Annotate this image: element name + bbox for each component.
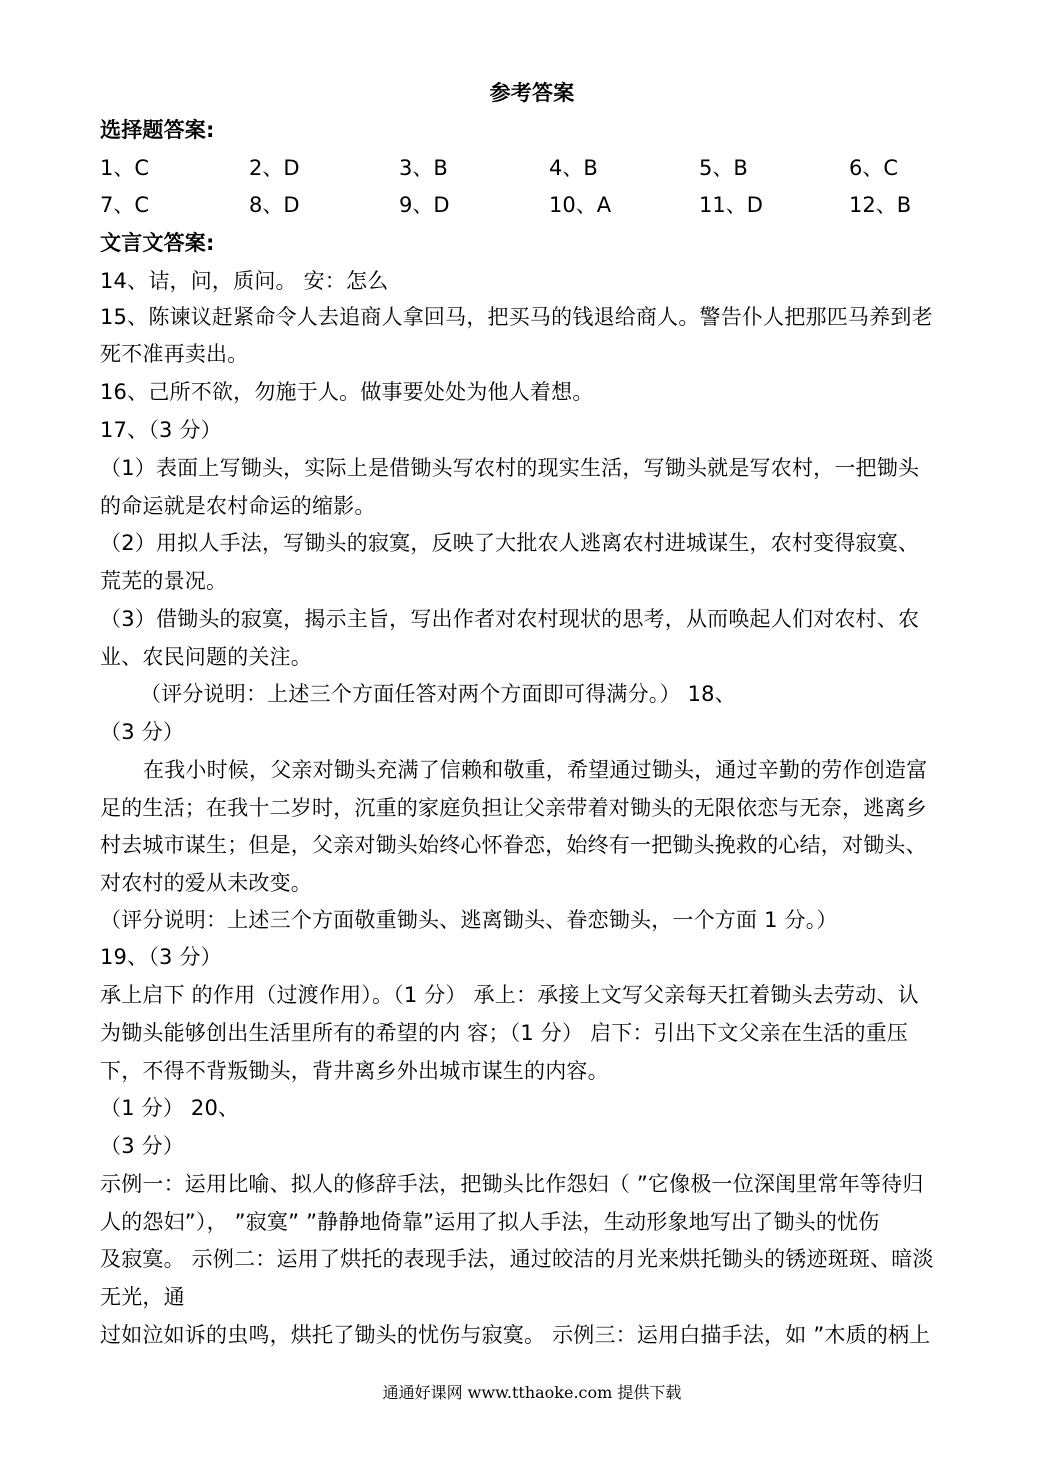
answer-line: （1 分） 20、 <box>100 1096 240 1120</box>
choice-answer: 1、C <box>100 156 150 180</box>
choice-answer: 12、B <box>849 193 912 217</box>
answer-line: 对农村的爱从未改变。 <box>100 871 312 895</box>
choice-answer: 4、B <box>549 156 598 180</box>
answer-line: 为锄头能够创出生活里所有的希望的内 容；（1 分） 启下：引出下文父亲在生活的重压 <box>100 1021 909 1045</box>
choice-heading: 选择题答案: <box>100 118 215 142</box>
page-title: 参考答案 <box>489 81 575 105</box>
answer-line: 过如泣如诉的虫鸣，烘托了锄头的忧伤与寂寞。 示例三：运用白描手法，如 ”木质的柄上 <box>100 1323 931 1347</box>
choice-answer: 7、C <box>100 193 150 217</box>
answer-line: 无光，通 <box>100 1285 185 1309</box>
answer-line: 示例一：运用比喻、拟人的修辞手法，把锄头比作怨妇（ ”它像极一位深闺里常年等待归 <box>100 1172 924 1196</box>
answer-line: 在我小时候，父亲对锄头充满了信赖和敬重，希望通过锄头，通过辛勤的劳作创造富 <box>143 758 928 782</box>
answer-line: 村去城市谋生；但是，父亲对锄头始终心怀眷恋，始终有一把锄头挽救的心结，对锄头、 <box>100 833 927 857</box>
choice-answer: 5、B <box>699 156 748 180</box>
choice-answer: 10、A <box>549 193 612 217</box>
choice-answer: 6、C <box>849 156 899 180</box>
answer-line: 15、陈谏议赶紧命令人去追商人拿回马，把买马的钱退给商人。警告仆人把那匹马养到老 <box>100 305 933 329</box>
choice-answer: 11、D <box>699 193 763 217</box>
choice-answer: 2、D <box>249 156 300 180</box>
answer-line: 承上启下 的作用（过渡作用）。（1 分） 承上：承接上文写父亲每天扛着锄头去劳动、认 <box>100 983 919 1007</box>
choice-answer: 8、D <box>249 193 300 217</box>
answer-line: （3 分） <box>100 720 185 744</box>
answer-line: 死不准再卖出。 <box>100 342 249 366</box>
classical-heading: 文言文答案: <box>100 231 215 255</box>
answer-line: 16、己所不欲，勿施于人。做事要处处为他人着想。 <box>100 380 594 404</box>
answer-line: 业、农民问题的关注。 <box>100 645 312 669</box>
answer-line: （1）表面上写锄头，实际上是借锄头写农村的现实生活，写锄头就是写农村，一把锄头 <box>100 456 920 480</box>
answer-line: 荒芜的景况。 <box>100 569 228 593</box>
answer-line: 足的生活；在我十二岁时，沉重的家庭负担让父亲带着对锄头的无限依恋与无奈，逃离乡 <box>100 796 927 820</box>
answer-line: 14、诘，问，质问。 安：怎么 <box>100 269 389 293</box>
answer-line: 下，不得不背叛锄头，背井离乡外出城市谋生的内容。 <box>100 1059 609 1083</box>
answer-line: （3）借锄头的寂寞，揭示主旨，写出作者对农村现状的思考，从而唤起人们对农村、农 <box>100 607 920 631</box>
answer-line: 19、（3 分） <box>100 945 222 969</box>
scoring-note: （评分说明：上述三个方面任答对两个方面即可得满分。） 18、 <box>140 682 736 706</box>
answer-line: 及寂寞。 示例二：运用了烘托的表现手法，通过皎洁的月光来烘托锄头的锈迹斑斑、暗淡 <box>100 1247 934 1271</box>
answer-line: 人的怨妇”）， ”寂寞” ”静静地倚靠”运用了拟人手法，生动形象地写出了锄头的忧伤 <box>100 1210 880 1234</box>
answer-line: （3 分） <box>100 1134 185 1158</box>
answer-line: 17、（3 分） <box>100 418 222 442</box>
answer-line: 的命运就是农村命运的缩影。 <box>100 494 376 518</box>
choice-answer: 9、D <box>399 193 450 217</box>
scoring-note: （评分说明：上述三个方面敬重锄头、逃离锄头、眷恋锄头，一个方面 1 分。） <box>100 908 838 932</box>
answer-line: （2）用拟人手法，写锄头的寂寞，反映了大批农人逃离农村进城谋生，农村变得寂寞、 <box>100 531 920 555</box>
page-footer: 通通好课网 www.tthaoke.com 提供下载 <box>382 1383 682 1402</box>
choice-answer: 3、B <box>399 156 448 180</box>
